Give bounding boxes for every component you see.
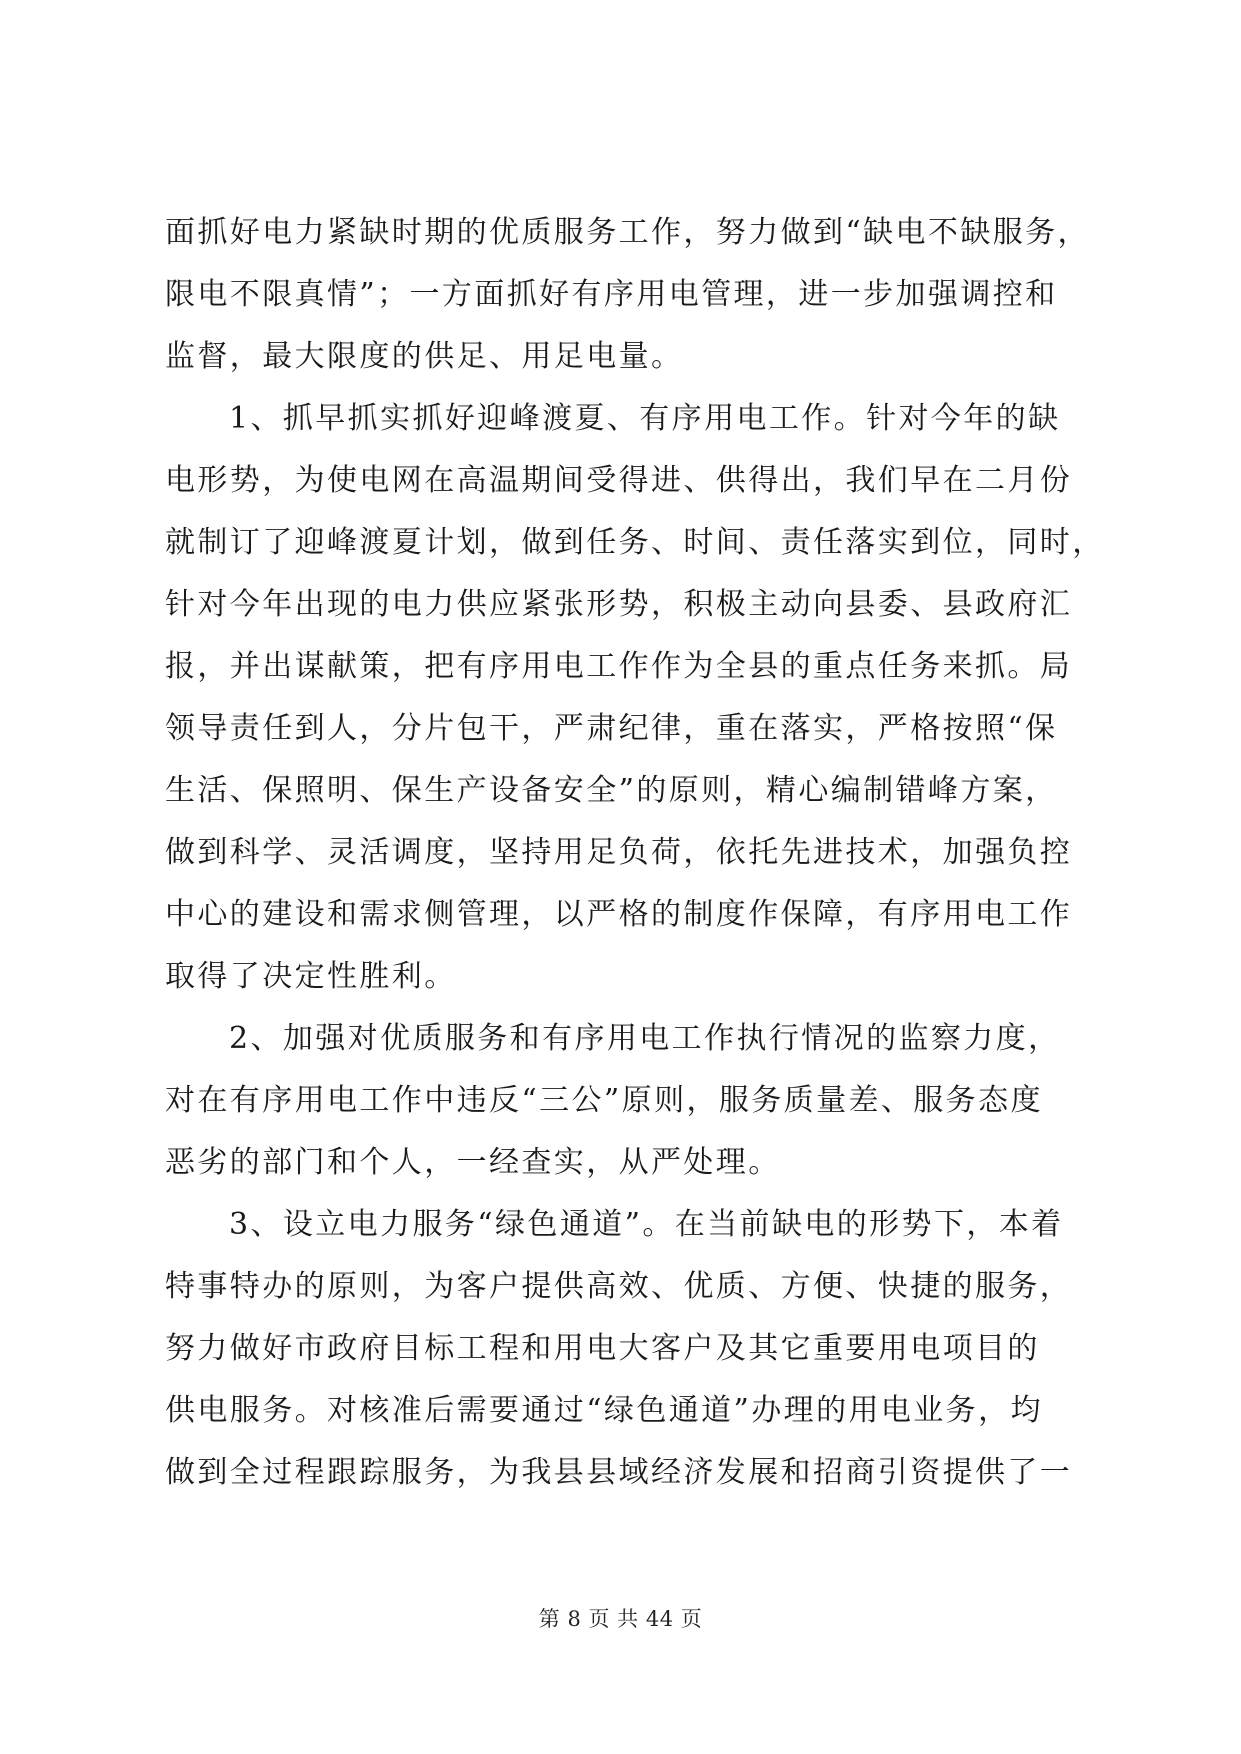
- paragraph-item-1: [165, 388, 1105, 1008]
- text-line: 报，并出谋献策，把有序用电工作作为全县的重点任务来抓。局: [165, 649, 1073, 684]
- text-line: 努力做好市政府目标工程和用电大客户及其它重要用电项目的: [165, 1331, 1040, 1366]
- text-line: 供电服务。对核准后需要通过“绿色通道”办理的用电业务，均: [165, 1393, 1043, 1428]
- text-line: 生活、保照明、保生产设备安全”的原则，精心编制错峰方案，: [165, 773, 1058, 808]
- text-line: 特事特办的原则，为客户提供高效、优质、方便、快捷的服务，: [165, 1269, 1073, 1304]
- text-line: 对在有序用电工作中违反“三公”原则，服务质量差、服务态度: [165, 1083, 1043, 1118]
- text-line: 中心的建设和需求侧管理，以严格的制度作保障，有序用电工作: [165, 897, 1073, 932]
- text-line: 1、抓早抓实抓好迎峰渡夏、有序用电工作。针对今年的缺: [229, 401, 1061, 436]
- text-line: 取得了决定性胜利。: [165, 959, 457, 994]
- text-line: 3、设立电力服务“绿色通道”。在当前缺电的形势下，本着: [229, 1207, 1064, 1242]
- text-line: 电形势，为使电网在高温期间受得进、供得出，我们早在二月份: [165, 463, 1073, 498]
- paragraph-item-2: [165, 1008, 1085, 1194]
- paragraph-item-3: [165, 1194, 1085, 1504]
- text-line: 做到科学、灵活调度，坚持用足负荷，依托先进技术，加强负控: [165, 835, 1073, 870]
- text-line: 面抓好电力紧缺时期的优质服务工作，努力做到“缺电不缺服务，: [165, 215, 1090, 250]
- text-line: 针对今年出现的电力供应紧张形势，积极主动向县委、县政府汇: [165, 587, 1073, 622]
- page-number-footer: 第 8 页 共 44 页: [538, 1607, 703, 1631]
- text-line: 领导责任到人，分片包干，严肃纪律，重在落实，严格按照“保: [165, 711, 1058, 746]
- text-line: 2、加强对优质服务和有序用电工作执行情况的监察力度，: [229, 1021, 1061, 1056]
- paragraph-continuation: [165, 202, 1090, 388]
- document-body: [165, 202, 1105, 1504]
- text-line: 就制订了迎峰渡夏计划，做到任务、时间、责任落实到位，同时，: [165, 525, 1105, 560]
- text-line: 恶劣的部门和个人，一经查实，从严处理。: [165, 1145, 781, 1180]
- text-line: 监督，最大限度的供足、用足电量。: [165, 339, 684, 374]
- text-line: 限电不限真情”；一方面抓好有序用电管理，进一步加强调控和: [165, 277, 1058, 312]
- text-line: 做到全过程跟踪服务，为我县县域经济发展和招商引资提供了一: [165, 1455, 1073, 1490]
